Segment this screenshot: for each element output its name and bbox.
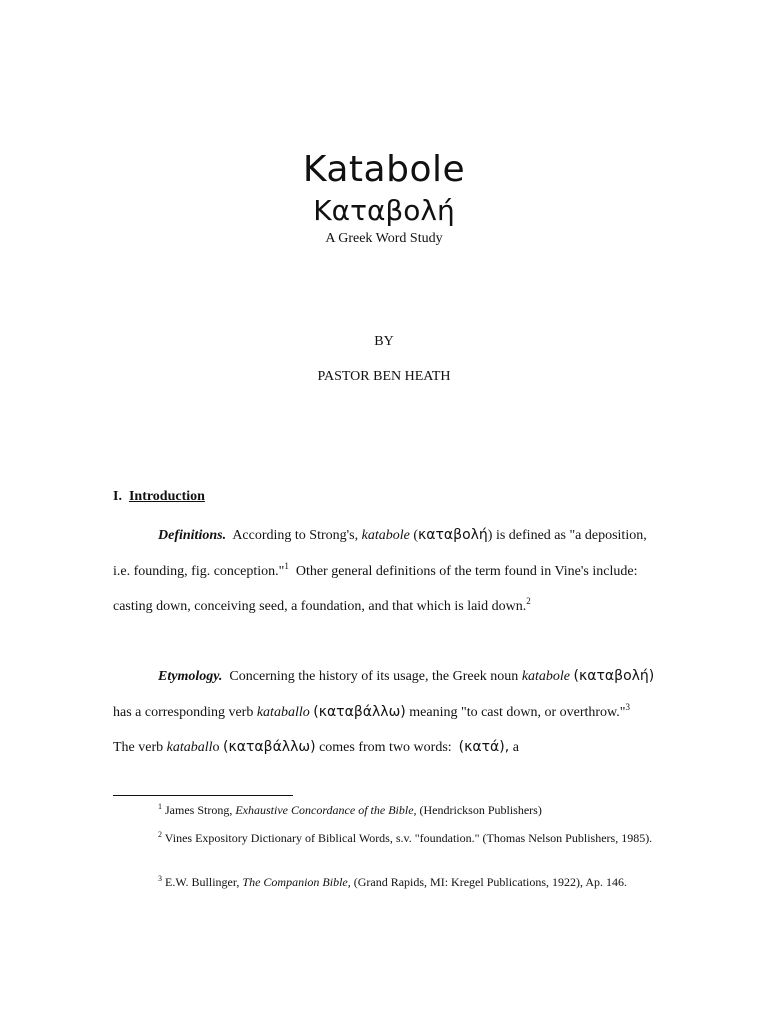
footnote-publisher: (Grand Rapids, MI: Kregel Publications, 1922), Ap. 146. xyxy=(353,875,628,889)
definitions-word: katabole xyxy=(361,528,410,543)
etymology-greek-2: (καταβάλλω) xyxy=(313,703,406,720)
footnote-ref-1: 1 xyxy=(284,560,289,571)
footnote-number: 1 xyxy=(158,802,162,811)
etymology-greek-3: (καταβάλλω) xyxy=(223,739,316,755)
etymology-text-4: The verb xyxy=(113,740,164,755)
footnote-work: Exhaustive Concordance of the Bible, xyxy=(235,803,417,817)
etymology-word: katabole xyxy=(521,669,571,684)
greek-title: Καταβολή xyxy=(313,194,455,227)
definitions-lead: Definitions. xyxy=(158,528,227,543)
etymology-word-3-end: o xyxy=(212,740,220,755)
definitions-text-1: According to Strong's, xyxy=(232,528,359,543)
etymology-text-1: Concerning the history of its usage, the Greek noun xyxy=(229,669,519,684)
author-name: PASTOR BEN HEATH xyxy=(317,369,451,384)
etymology-text-3: meaning "to cast down, or overthrow." xyxy=(409,704,626,720)
footnote-work: The Companion Bible, xyxy=(242,875,351,889)
etymology-paragraph xyxy=(113,659,658,766)
footnote-3 xyxy=(113,874,658,890)
footnote-separator xyxy=(113,795,293,796)
section-number: I. xyxy=(113,489,122,504)
by-line: BY xyxy=(374,334,394,349)
footnote-number: 3 xyxy=(158,874,162,883)
footnote-text: James Strong, xyxy=(165,803,233,817)
etymology-text-5: comes from two words: xyxy=(319,740,452,755)
definitions-greek-open: ( xyxy=(413,528,418,543)
definitions-greek: καταβολή xyxy=(418,527,488,543)
footnote-1 xyxy=(113,802,658,818)
footnote-ref-2: 2 xyxy=(526,596,531,606)
footnote-2 xyxy=(113,830,658,846)
definitions-paragraph xyxy=(113,518,658,625)
etymology-word-3: kataball xyxy=(166,740,213,755)
etymology-word-2: kataballo xyxy=(256,704,310,720)
definitions-greek-close: ) xyxy=(487,528,493,543)
etymology-text-2: has a corresponding verb xyxy=(113,704,254,720)
footnote-text: E.W. Bullinger, xyxy=(165,875,240,889)
etymology-text-6: a xyxy=(512,740,519,755)
definitions-text-2: is defined as "a deposition, i.e. founding, fig. conception." xyxy=(113,528,647,579)
footnote-publisher: (Hendrickson Publishers) xyxy=(419,803,542,817)
etymology-greek-4: (κατά), xyxy=(458,739,510,755)
footnote-number: 2 xyxy=(158,830,162,839)
section-label: Introduction xyxy=(128,489,205,504)
section-heading xyxy=(113,488,658,506)
etymology-greek-1: (καταβολή) xyxy=(573,668,655,684)
document-subtitle: A Greek Word Study xyxy=(325,231,443,246)
footnote-ref-3: 3 xyxy=(625,701,630,712)
document-title: Katabole xyxy=(302,149,466,190)
etymology-lead: Etymology. xyxy=(158,669,223,684)
footnote-text: Vines Expository Dictionary of Biblical Words, s.v. "foundation." (Thomas Nelson Publishers, 1985). xyxy=(164,831,653,845)
definitions-text-3: Other general definitions of the term found in Vine's include: casting down, conceiving seed, a foundation, and that which is laid down. xyxy=(113,563,638,614)
